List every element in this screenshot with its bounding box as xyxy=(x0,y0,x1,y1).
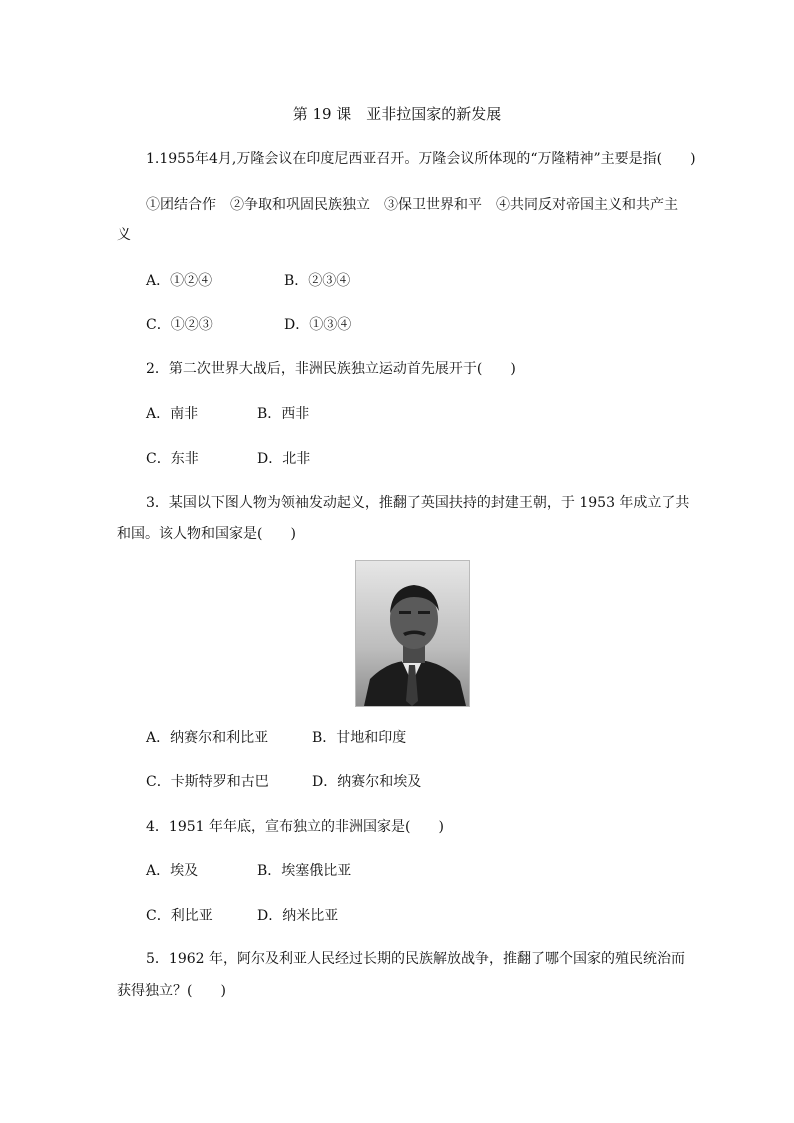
q1-items-line1: ①团结合作 ②争取和巩固民族独立 ③保卫世界和平 ④共同反对帝国主义和共产主 xyxy=(146,197,678,213)
q4-option-a: A．埃及 xyxy=(146,863,199,879)
lesson-title: 第 19 课 亚非拉国家的新发展 xyxy=(292,105,502,123)
q2-option-c: C．东非 xyxy=(146,451,199,467)
portrait-figure-icon xyxy=(356,561,469,706)
q3-option-a: A．纳赛尔和利比亚 xyxy=(146,730,269,746)
q1-option-c: C．①②③ xyxy=(146,317,213,333)
q3-option-c: C．卡斯特罗和古巴 xyxy=(146,774,269,790)
q5-stem-line2: 获得独立？( ) xyxy=(117,983,226,999)
q1-option-b: B．②③④ xyxy=(284,273,351,289)
q3-stem-line1: 3．某国以下图人物为领袖发动起义，推翻了英国扶持的封建王朝，于 1953 年成立了共 xyxy=(146,495,690,511)
q4-stem: 4．1951 年年底，宣布独立的非洲国家是( ) xyxy=(146,819,444,835)
q2-option-b: B．西非 xyxy=(257,406,310,422)
q1-items-line2: 义 xyxy=(117,227,131,243)
q4-option-d: D．纳米比亚 xyxy=(257,908,339,924)
q3-option-b: B．甘地和印度 xyxy=(312,730,407,746)
portrait-photo xyxy=(355,560,470,707)
q2-option-d: D．北非 xyxy=(257,451,311,467)
q1-stem: 1.1955年4月,万隆会议在印度尼西亚召开。万隆会议所体现的“万隆精神”主要是指( ) xyxy=(146,151,696,167)
q4-option-c: C．利比亚 xyxy=(146,908,213,924)
q2-option-a: A．南非 xyxy=(146,406,199,422)
q1-option-a: A．①②④ xyxy=(146,273,213,289)
q3-stem-line2: 和国。该人物和国家是( ) xyxy=(117,526,296,542)
q3-option-d: D．纳赛尔和埃及 xyxy=(312,774,422,790)
q2-stem: 2．第二次世界大战后，非洲民族独立运动首先展开于( ) xyxy=(146,361,516,377)
q4-option-b: B．埃塞俄比亚 xyxy=(257,863,352,879)
q1-option-d: D．①③④ xyxy=(284,317,352,333)
q5-stem-line1: 5．1962 年，阿尔及利亚人民经过长期的民族解放战争，推翻了哪个国家的殖民统治而 xyxy=(146,951,685,967)
